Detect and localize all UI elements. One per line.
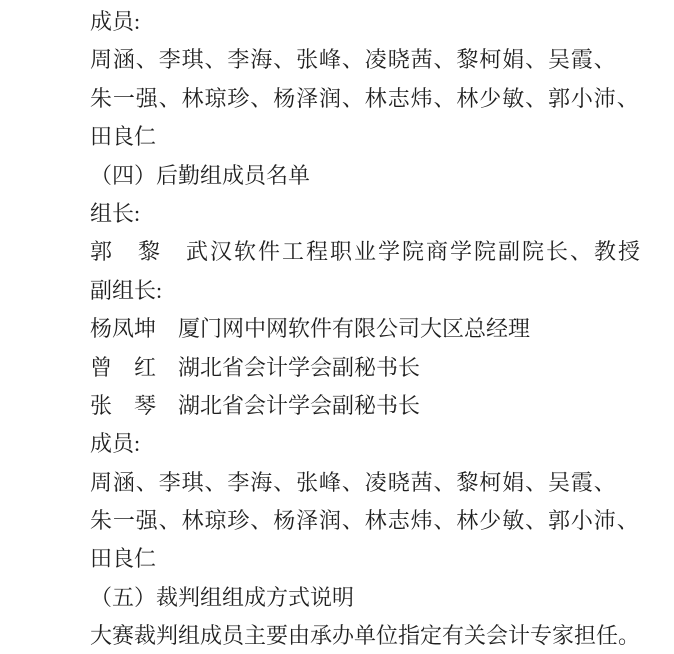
- member-names-line-2: 朱一强、林琼珍、杨泽润、林志炜、林少敏、郭小沛、: [90, 85, 640, 111]
- judges-description: 大赛裁判组成员主要由承办单位指定有关会计专家担任。: [90, 623, 641, 649]
- members-label-2: 成员:: [90, 431, 141, 457]
- member-names-line-4: 周涵、李琪、李海、张峰、凌晓茜、黎柯娟、吴霞、: [90, 469, 617, 495]
- leader-entry: 郭 黎 武汉软件工程职业学院商学院副院长、教授: [90, 239, 643, 265]
- section-4-heading: （四）后勤组成员名单: [90, 162, 311, 188]
- member-names-line-3: 田良仁: [90, 124, 157, 150]
- deputy-leader-entry-3: 张 琴 湖北省会计学会副秘书长: [90, 392, 421, 418]
- section-5-heading: （五）裁判组组成方式说明: [90, 584, 355, 610]
- member-names-line-6: 田良仁: [90, 546, 157, 572]
- deputy-leader-entry-1: 杨凤坤 厦门网中网软件有限公司大区总经理: [90, 316, 531, 342]
- members-label: 成员:: [90, 9, 141, 34]
- deputy-leader-label: 副组长:: [90, 277, 163, 303]
- leader-label: 组长:: [90, 200, 141, 226]
- deputy-leader-entry-2: 曾 红 湖北省会计学会副秘书长: [90, 354, 421, 380]
- member-names-line-5: 朱一强、林琼珍、杨泽润、林志炜、林少敏、郭小沛、: [90, 508, 640, 534]
- member-names-line-1: 周涵、李琪、李海、张峰、凌晓茜、黎柯娟、吴霞、: [90, 47, 617, 73]
